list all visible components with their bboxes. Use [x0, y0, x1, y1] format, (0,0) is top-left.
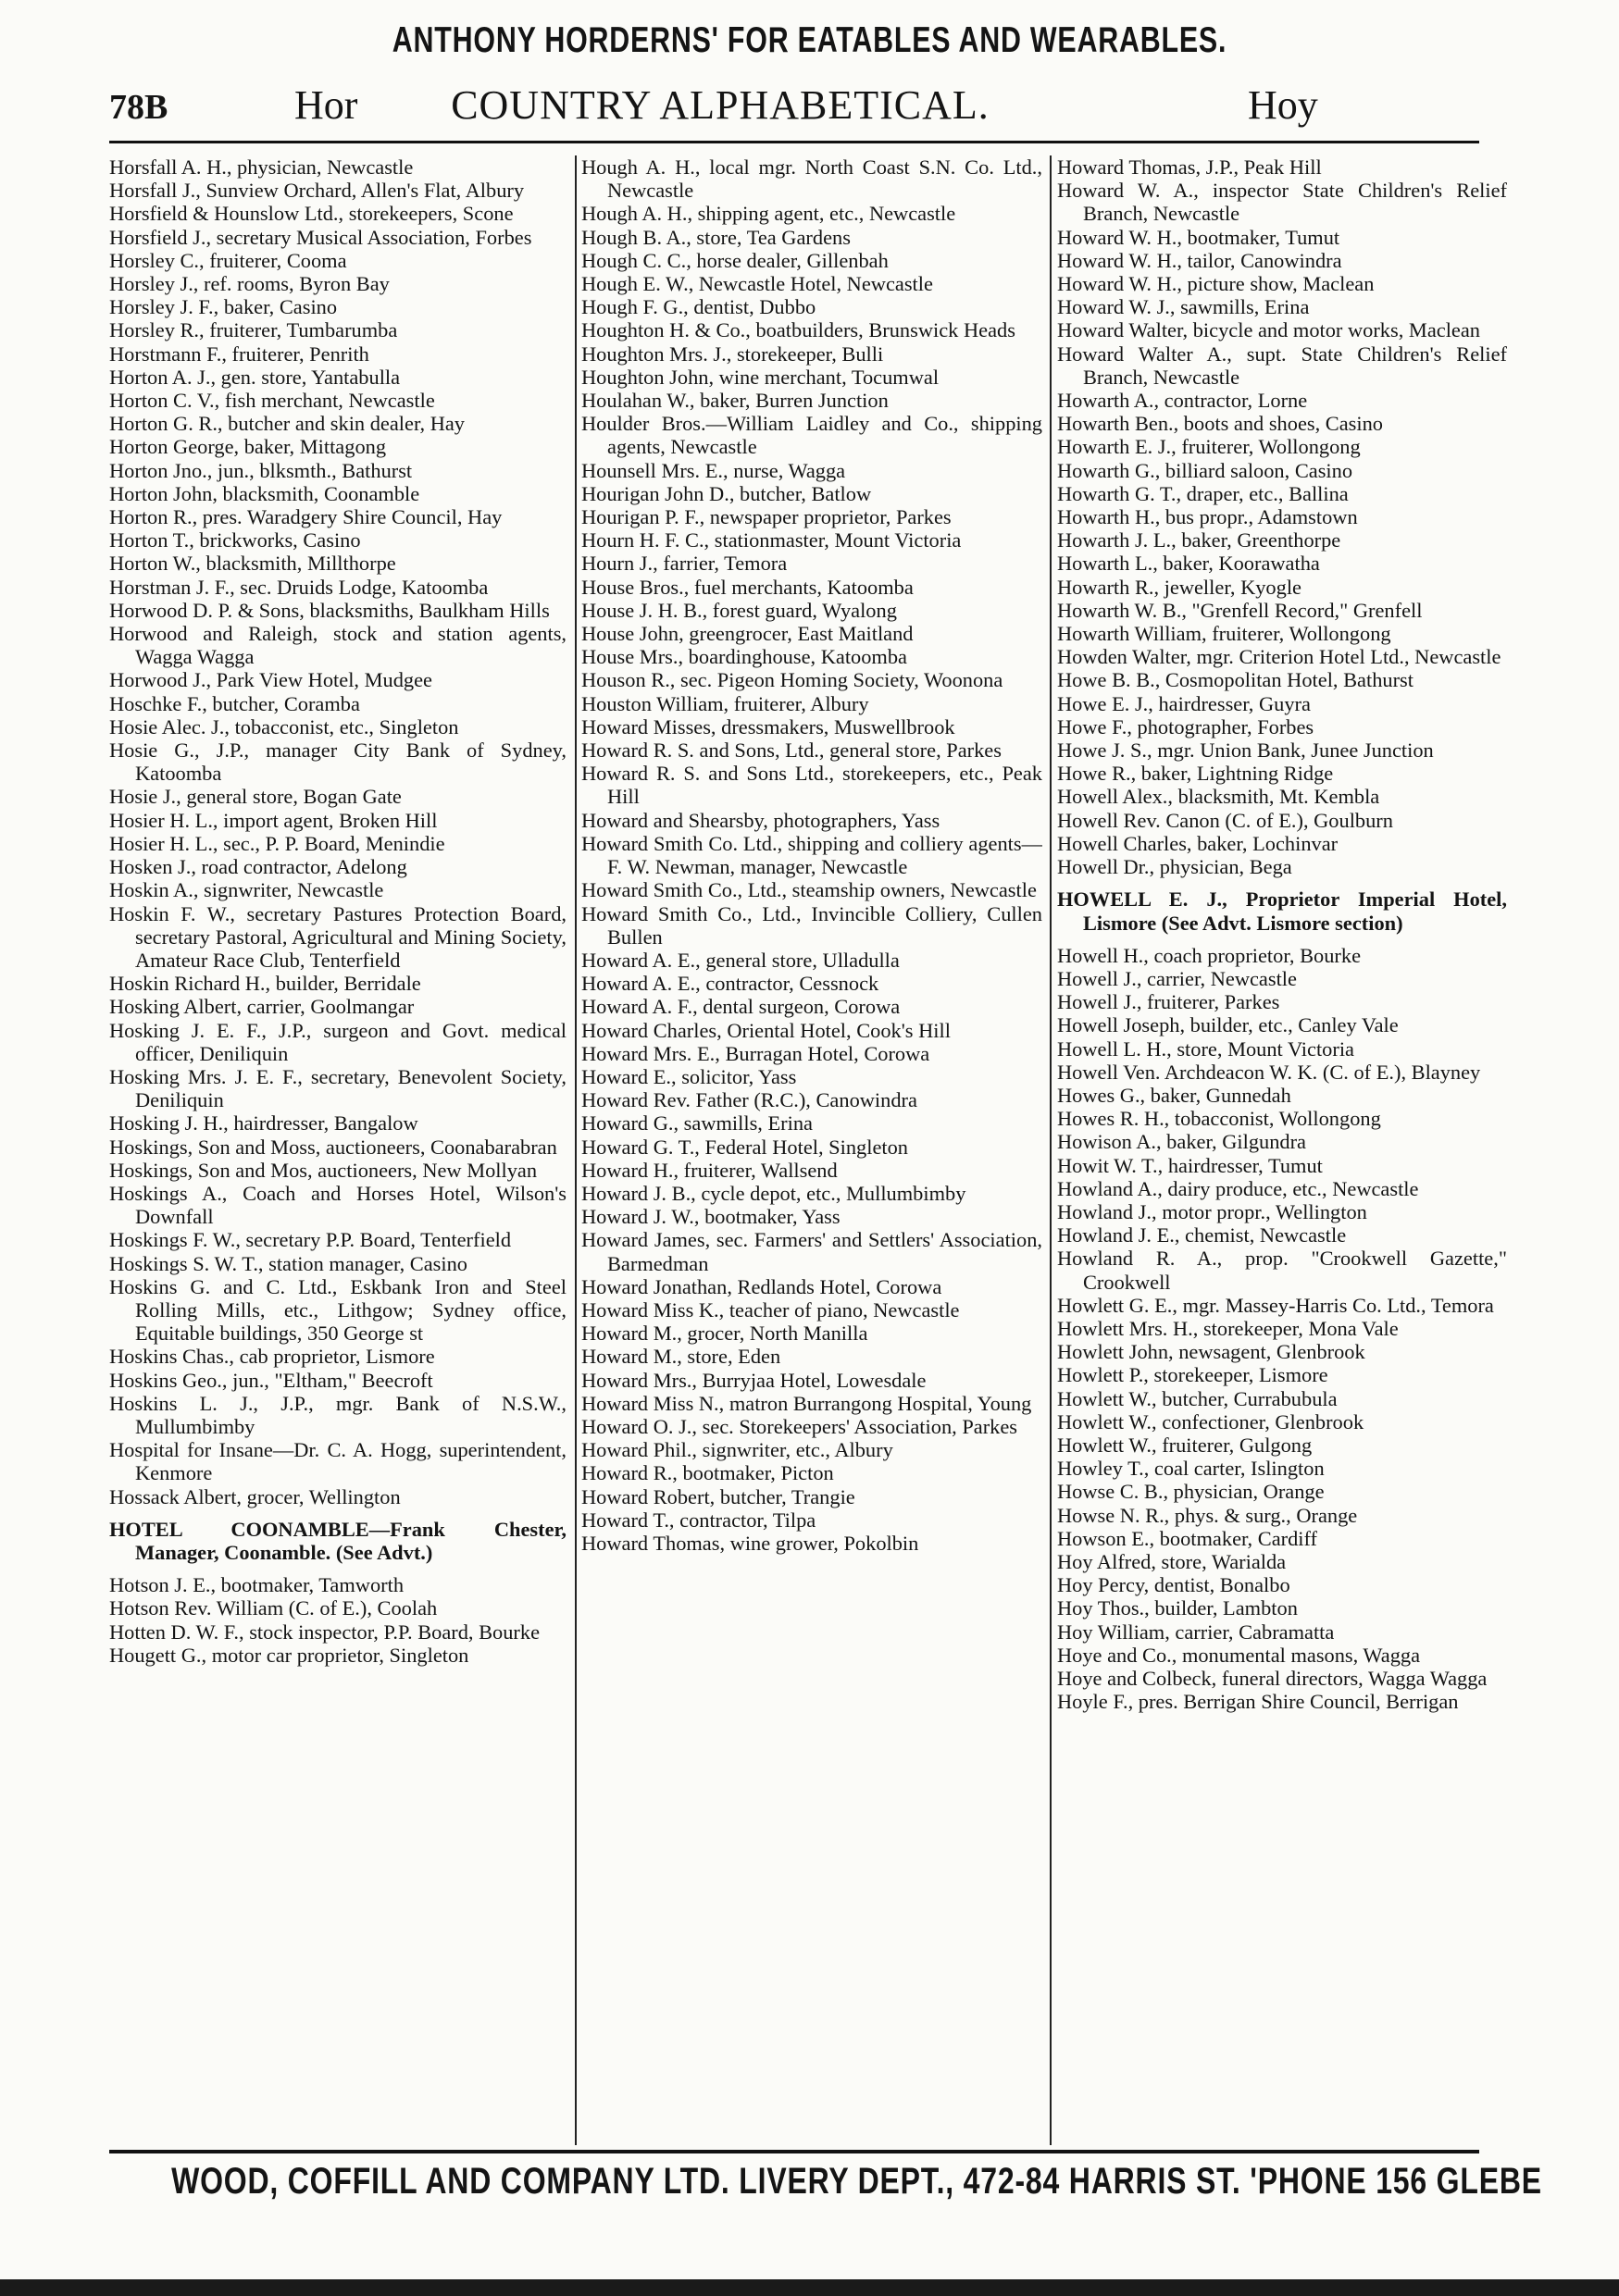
directory-entry: Hoskins Geo., jun., "Eltham," Beecroft	[109, 1368, 433, 1392]
directory-entry: Horsley J., ref. rooms, Byron Bay	[109, 272, 390, 296]
directory-entry: Hoskin A., signwriter, Newcastle	[109, 878, 384, 902]
directory-entry: Horsfall J., Sunview Orchard, Allen's Flat, Albury	[109, 179, 525, 203]
directory-entry: Hosier H. L., import agent, Broken Hill	[109, 808, 438, 832]
directory-entry: Hoskin Richard H., builder, Berridale	[109, 972, 421, 996]
directory-entry: Howlett John, newsagent, Glenbrook	[1057, 1340, 1365, 1364]
directory-entry: Howard James, sec. Farmers' and Settlers' Association, Barmedman	[581, 1228, 1042, 1275]
page-edge	[0, 2279, 1619, 2296]
directory-entry: Howlett W., confectioner, Glenbrook	[1057, 1409, 1364, 1433]
directory-entry: Howell J., fruiterer, Parkes	[1057, 990, 1280, 1014]
directory-entry: Howard G., sawmills, Erina	[581, 1111, 813, 1136]
directory-entry: Hoyle F., pres. Berrigan Shire Council, Berrigan	[1057, 1690, 1459, 1714]
directory-entry: Howard G. T., Federal Hotel, Singleton	[581, 1135, 909, 1159]
directory-entry: Hourn H. F. C., stationmaster, Mount Victoria	[581, 528, 962, 552]
directory-entry: HOTEL COONAMBLE—Frank Chester, Manager, Coonamble. (See Advt.)	[109, 1517, 567, 1564]
directory-entry: Hosking J. H., hairdresser, Bangalow	[109, 1111, 418, 1136]
directory-entry: Hough B. A., store, Tea Gardens	[581, 225, 851, 249]
directory-entry: Howard A. E., general store, Ulladulla	[581, 948, 900, 972]
directory-entry: House Mrs., boardinghouse, Katoomba	[581, 645, 907, 669]
directory-entry: Hosking Mrs. J. E. F., secretary, Benevolent Society, Deniliquin	[109, 1064, 567, 1112]
directory-entry: Hosking Albert, carrier, Goolmangar	[109, 995, 415, 1019]
directory-entry: Horsfall A. H., physician, Newcastle	[109, 155, 414, 179]
directory-entry: Horton John, blacksmith, Coonamble	[109, 481, 420, 505]
directory-entry: Hosie Alec. J., tobacconist, etc., Singleton	[109, 714, 459, 738]
directory-entry: Howlett W., butcher, Currabubula	[1057, 1386, 1338, 1410]
directory-entry: Horsley J. F., baker, Casino	[109, 295, 338, 319]
directory-entry: Howe B. B., Cosmopolitan Hotel, Bathurst	[1057, 668, 1414, 692]
directory-entry: Howard J. B., cycle depot, etc., Mullumbimby	[581, 1181, 966, 1205]
directory-entry: Howard W. H., picture show, Maclean	[1057, 272, 1375, 296]
directory-entry: Howard Smith Co., Ltd., Invincible Colliery, Cullen Bullen	[581, 901, 1042, 949]
directory-entry: Horton C. V., fish merchant, Newcastle	[109, 389, 435, 413]
directory-entry: Horton R., pres. Waradgery Shire Council, Hay	[109, 505, 503, 529]
directory-entry: Howell H., coach proprietor, Bourke	[1057, 943, 1362, 967]
directory-entry: Hough C. C., horse dealer, Gillenbah	[581, 248, 889, 272]
directory-entry: Hough A. H., local mgr. North Coast S.N. Co. Ltd., Newcastle	[581, 155, 1042, 203]
directory-entry: Horsley R., fruiterer, Tumbarumba	[109, 318, 398, 342]
directory-entry: Howard Miss N., matron Burrangong Hospital, Young	[581, 1391, 1032, 1415]
directory-entry: Howell Charles, baker, Lochinvar	[1057, 831, 1339, 855]
directory-entry: Horwood D. P. & Sons, blacksmiths, Baulkham Hills	[109, 598, 550, 622]
directory-entry: Howarth Ben., boots and shoes, Casino	[1057, 412, 1383, 436]
directory-entry: Horsfield & Hounslow Ltd., storekeepers, Scone	[109, 202, 514, 226]
directory-entry: Howard Rev. Father (R.C.), Canowindra	[581, 1088, 917, 1112]
directory-entry: Howard M., store, Eden	[581, 1345, 781, 1369]
directory-entry: Howard R. S. and Sons Ltd., storekeepers, etc., Peak Hill	[581, 762, 1042, 809]
directory-entry: Howard W. J., sawmills, Erina	[1057, 295, 1310, 319]
directory-entry: Howland J. E., chemist, Newcastle	[1057, 1223, 1347, 1247]
directory-entry: Houlahan W., baker, Burren Junction	[581, 389, 889, 413]
directory-entry: Horton G. R., butcher and skin dealer, Hay	[109, 412, 465, 436]
directory-entry: Howard Phil., signwriter, etc., Albury	[581, 1438, 893, 1462]
directory-entry: Horsfield J., secretary Musical Association, Forbes	[109, 225, 532, 249]
directory-entry: Hoy William, carrier, Cabramatta	[1057, 1620, 1335, 1644]
directory-entry: Hosking J. E. F., J.P., surgeon and Govt. medical officer, Deniliquin	[109, 1018, 567, 1065]
directory-entry: Howell Dr., physician, Bega	[1057, 855, 1292, 879]
directory-entry: Howarth G. T., draper, etc., Ballina	[1057, 481, 1349, 505]
directory-entry: Hoy Thos., builder, Lambton	[1057, 1596, 1298, 1620]
page-number: 78B	[109, 88, 168, 127]
directory-entry: Hounsell Mrs. E., nurse, Wagga	[581, 458, 846, 482]
directory-entry: Hourigan P. F., newspaper proprietor, Parkes	[581, 505, 952, 529]
directory-entry: Howlett W., fruiterer, Gulgong	[1057, 1433, 1313, 1457]
directory-entry: Howarth J. L., baker, Greenthorpe	[1057, 528, 1341, 552]
directory-entry: Howlett P., storekeeper, Lismore	[1057, 1363, 1328, 1387]
directory-entry: Howard Mrs., Burryjaa Hotel, Lowesdale	[581, 1368, 927, 1392]
directory-entry: Hossack Albert, grocer, Wellington	[109, 1484, 401, 1508]
directory-entry: Howard W. H., tailor, Canowindra	[1057, 248, 1342, 272]
directory-entry: Hotten D. W. F., stock inspector, P.P. Board, Bourke	[109, 1620, 541, 1644]
directory-entry: Howard Walter, bicycle and motor works, Maclean	[1057, 318, 1480, 342]
directory-entry: Howard Charles, Oriental Hotel, Cook's Hill	[581, 1018, 951, 1042]
header-rule	[109, 141, 1479, 143]
directory-entry: Howard Thomas, wine grower, Pokolbin	[581, 1531, 919, 1555]
directory-entry: Hoskins Chas., cab proprietor, Lismore	[109, 1345, 435, 1369]
directory-entry: Howell Rev. Canon (C. of E.), Goulburn	[1057, 808, 1393, 832]
footer-text: WOOD, COFFILL AND COMPANY LTD. LIVERY DEPT., 472-84 HARRIS ST. 'PHONE 156 GLEBE	[171, 2161, 1542, 2202]
directory-entry: Howe J. S., mgr. Union Bank, Junee Junction	[1057, 738, 1434, 763]
directory-entry: Howland R. A., prop. "Crookwell Gazette," Crookwell	[1057, 1247, 1507, 1294]
directory-entry: Hourn J., farrier, Temora	[581, 552, 788, 576]
directory-entry: Hougett G., motor car proprietor, Singleton	[109, 1643, 469, 1667]
directory-entry: Howit W. T., hairdresser, Tumut	[1057, 1153, 1323, 1177]
directory-entry: Howard O. J., sec. Storekeepers' Association, Parkes	[581, 1414, 1018, 1438]
directory-entry: Howard Mrs. E., Burragan Hotel, Corowa	[581, 1041, 930, 1065]
directory-entry: Horstmann F., fruiterer, Penrith	[109, 341, 369, 366]
directory-entry: Horton A. J., gen. store, Yantabulla	[109, 365, 401, 389]
page-title: COUNTRY ALPHABETICAL.	[451, 82, 990, 128]
directory-entry: Hoskings, Son and Moss, auctioneers, Coonabarabran	[109, 1135, 557, 1159]
directory-entry: Howarth L., baker, Koorawatha	[1057, 552, 1320, 576]
directory-entry: Howard T., contractor, Tilpa	[581, 1508, 816, 1532]
directory-entry: Hosie G., J.P., manager City Bank of Sydney, Katoomba	[109, 738, 567, 786]
directory-entry: Houghton Mrs. J., storekeeper, Bulli	[581, 341, 884, 366]
directory-entry: Hoskings F. W., secretary P.P. Board, Tenterfield	[109, 1228, 512, 1252]
directory-entry: Houghton H. & Co., boatbuilders, Brunswick Heads	[581, 318, 1015, 342]
directory-entry: Howarth W. B., "Grenfell Record," Grenfell	[1057, 598, 1423, 622]
directory-entry: Howland J., motor propr., Wellington	[1057, 1199, 1367, 1223]
directory-columns	[109, 155, 1507, 2145]
directory-entry: HOWELL E. J., Proprietor Imperial Hotel, Lismore (See Advt. Lismore section)	[1057, 887, 1507, 935]
directory-entry: Howell Alex., blacksmith, Mt. Kembla	[1057, 785, 1380, 809]
directory-entry: Howard Jonathan, Redlands Hotel, Corowa	[581, 1274, 942, 1298]
directory-entry: Houlder Bros.—William Laidley and Co., shipping agents, Newcastle	[581, 412, 1042, 459]
directory-entry: Horton George, baker, Mittagong	[109, 435, 387, 459]
directory-entry: Hough A. H., shipping agent, etc., Newcastle	[581, 202, 956, 226]
directory-entry: Hoskins L. J., J.P., mgr. Bank of N.S.W., Mullumbimby	[109, 1391, 567, 1438]
left-guide-word: Hor	[294, 82, 358, 128]
directory-entry: Hoye and Co., monumental masons, Wagga	[1057, 1643, 1421, 1667]
top-banner: ANTHONY HORDERNS' FOR EATABLES AND WEARABLES.	[392, 20, 1227, 60]
directory-entry: Hoskin F. W., secretary Pastures Protection Board, secretary Pastoral, Agricultural and Mining Society, Amateur Race Club, Tenterfield	[109, 901, 567, 972]
footer-rule	[109, 2150, 1479, 2153]
directory-entry: Howard A. F., dental surgeon, Corowa	[581, 995, 901, 1019]
directory-entry: Houghton John, wine merchant, Tocumwal	[581, 365, 940, 389]
directory-entry: Howe F., photographer, Forbes	[1057, 714, 1314, 738]
column-divider	[575, 155, 577, 2145]
directory-entry: Howell Joseph, builder, etc., Canley Vale	[1057, 1013, 1399, 1037]
column-3	[1057, 155, 1507, 2145]
directory-entry: Howson E., bootmaker, Cardiff	[1057, 1526, 1318, 1550]
directory-entry: Horsley C., fruiterer, Cooma	[109, 248, 347, 272]
column-2	[581, 155, 1042, 2145]
directory-entry: House Bros., fuel merchants, Katoomba	[581, 575, 914, 599]
directory-entry: Hosken J., road contractor, Adelong	[109, 855, 407, 879]
directory-entry: Howarth G., billiard saloon, Casino	[1057, 458, 1353, 482]
directory-entry: Horwood and Raleigh, stock and station agents, Wagga Wagga	[109, 622, 567, 669]
directory-entry: Howard E., solicitor, Yass	[581, 1064, 797, 1088]
directory-entry: Howarth H., bus propr., Adamstown	[1057, 505, 1358, 529]
directory-entry: Howse C. B., physician, Orange	[1057, 1480, 1325, 1504]
directory-entry: Howarth E. J., fruiterer, Wollongong	[1057, 435, 1361, 459]
directory-entry: Howarth R., jeweller, Kyogle	[1057, 575, 1301, 599]
directory-entry: Howard Robert, butcher, Trangie	[581, 1484, 855, 1508]
directory-entry: Hoy Alfred, store, Warialda	[1057, 1549, 1287, 1573]
directory-entry: House John, greengrocer, East Maitland	[581, 622, 914, 646]
directory-entry: Howard Thomas, J.P., Peak Hill	[1057, 155, 1322, 179]
directory-entry: Hough E. W., Newcastle Hotel, Newcastle	[581, 272, 933, 296]
directory-entry: Howard J. W., bootmaker, Yass	[581, 1205, 841, 1229]
directory-entry: Howard Misses, dressmakers, Muswellbrook	[581, 714, 955, 738]
directory-entry: Hoskings, Son and Mos, auctioneers, New Mollyan	[109, 1158, 538, 1182]
directory-entry: Howison A., baker, Gilgundra	[1057, 1130, 1306, 1154]
directory-entry: Howlett Mrs. H., storekeeper, Mona Vale	[1057, 1316, 1399, 1340]
directory-entry: Houston William, fruiterer, Albury	[581, 691, 869, 715]
directory-entry: Howard Smith Co., Ltd., steamship owners, Newcastle	[581, 878, 1037, 902]
directory-entry: Horton W., blacksmith, Millthorpe	[109, 552, 396, 576]
directory-entry: Howe R., baker, Lightning Ridge	[1057, 762, 1334, 786]
directory-entry: Howard R., bootmaker, Picton	[581, 1461, 834, 1485]
directory-entry: Howarth William, fruiterer, Wollongong	[1057, 622, 1391, 646]
directory-entry: Howarth A., contractor, Lorne	[1057, 389, 1308, 413]
directory-entry: House J. H. B., forest guard, Wyalong	[581, 598, 897, 622]
directory-entry: Howard W. A., inspector State Children's Relief Branch, Newcastle	[1057, 179, 1507, 226]
directory-entry: Hospital for Insane—Dr. C. A. Hogg, superintendent, Kenmore	[109, 1438, 567, 1485]
directory-entry: Hosie J., general store, Bogan Gate	[109, 785, 402, 809]
directory-entry: Howard W. H., bootmaker, Tumut	[1057, 225, 1340, 249]
directory-entry: Hosier H. L., sec., P. P. Board, Menindie	[109, 831, 445, 855]
page-header	[109, 81, 1590, 137]
directory-entry: Houson R., sec. Pigeon Homing Society, Woonona	[581, 668, 1003, 692]
directory-entry: Hoschke F., butcher, Coramba	[109, 691, 360, 715]
directory-entry: Hotson Rev. William (C. of E.), Coolah	[109, 1596, 438, 1620]
directory-entry: Howes G., baker, Gunnedah	[1057, 1083, 1291, 1107]
directory-entry: Howell J., carrier, Newcastle	[1057, 966, 1297, 990]
directory-entry: Horwood J., Park View Hotel, Mudgee	[109, 668, 432, 692]
directory-entry: Hoskings A., Coach and Horses Hotel, Wilson's Downfall	[109, 1181, 567, 1229]
directory-entry: Hoye and Colbeck, funeral directors, Wagga Wagga	[1057, 1667, 1488, 1690]
directory-entry: Howe E. J., hairdresser, Guyra	[1057, 691, 1311, 715]
directory-entry: Howard Walter A., supt. State Children's Relief Branch, Newcastle	[1057, 341, 1507, 389]
directory-entry: Howard M., grocer, North Manilla	[581, 1322, 868, 1346]
directory-entry: Hoskings S. W. T., station manager, Casino	[109, 1251, 467, 1275]
directory-entry: Howse N. R., phys. & surg., Orange	[1057, 1503, 1358, 1527]
directory-entry: Horton T., brickworks, Casino	[109, 528, 361, 552]
directory-entry: Howden Walter, mgr. Criterion Hotel Ltd., Newcastle	[1057, 645, 1501, 669]
directory-entry: Howell Ven. Archdeacon W. K. (C. of E.), Blayney	[1057, 1060, 1481, 1084]
directory-entry: Howlett G. E., mgr. Massey-Harris Co. Ltd., Temora	[1057, 1293, 1494, 1317]
directory-entry: Hotson J. E., bootmaker, Tamworth	[109, 1573, 405, 1597]
directory-entry: Howard Smith Co. Ltd., shipping and colliery agents—F. W. Newman, manager, Newcastle	[581, 831, 1042, 879]
directory-entry: Hoskins G. and C. Ltd., Eskbank Iron and Steel Rolling Mills, etc., Lithgow; Sydney office, Equitable buildings, 350 George st	[109, 1274, 567, 1346]
right-guide-word: Hoy	[1248, 82, 1318, 128]
directory-entry: Hoy Percy, dentist, Bonalbo	[1057, 1573, 1290, 1597]
directory-entry: Howard A. E., contractor, Cessnock	[581, 972, 879, 996]
directory-entry: Howard and Shearsby, photographers, Yass	[581, 808, 940, 832]
directory-entry: Howes R. H., tobacconist, Wollongong	[1057, 1107, 1381, 1131]
footer-advert	[0, 2161, 1619, 2203]
directory-entry: Howland A., dairy produce, etc., Newcastle	[1057, 1176, 1419, 1200]
directory-entry: Horstman J. F., sec. Druids Lodge, Katoomba	[109, 575, 489, 599]
directory-entry: Horton Jno., jun., blksmth., Bathurst	[109, 458, 413, 482]
directory-entry: Howard Miss K., teacher of piano, Newcastle	[581, 1297, 960, 1322]
column-divider	[1050, 155, 1052, 2145]
directory-entry: Howell L. H., store, Mount Victoria	[1057, 1036, 1354, 1061]
directory-entry: Howard R. S. and Sons, Ltd., general store, Parkes	[581, 738, 1002, 763]
directory-entry: Howard H., fruiterer, Wallsend	[581, 1158, 838, 1182]
directory-entry: Hough F. G., dentist, Dubbo	[581, 295, 816, 319]
directory-entry: Howley T., coal carter, Islington	[1057, 1457, 1325, 1481]
column-1	[109, 155, 567, 2145]
directory-entry: Hourigan John D., butcher, Batlow	[581, 481, 872, 505]
